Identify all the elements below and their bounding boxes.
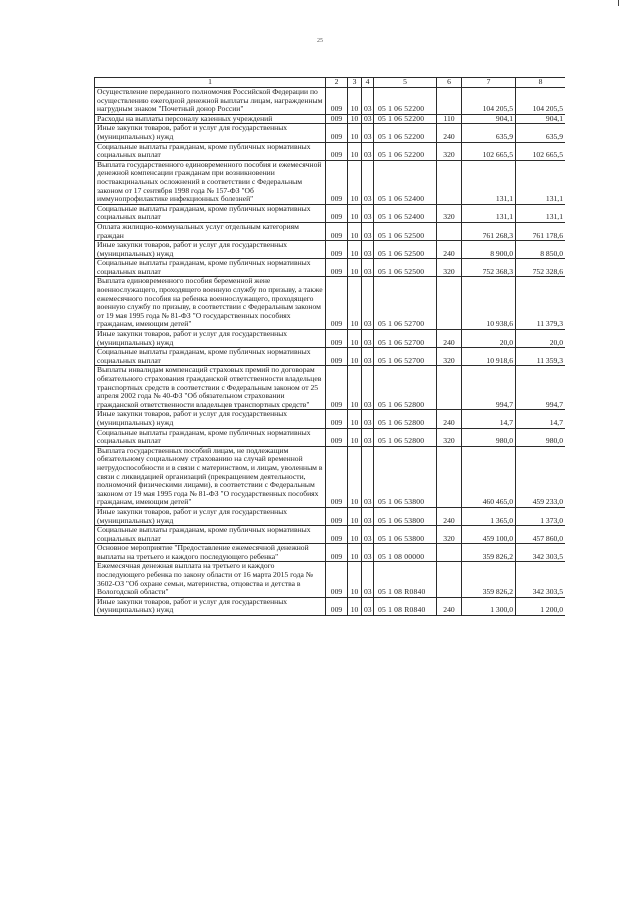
row-expense-type [437, 562, 462, 597]
row-name: Выплата государственных пособий лицам, не подлежащим обязательному социальному страхованию на случай временной нетрудоспособности и в связи с материнством, и лицам, уволенным в связи с ликвидацией организаций (прекращением деятельности, полномочий физическими лицами), в соответствии с Федеральным законом от 19 мая 1995 года № 81-ФЗ "О государственных пособиях гражданам, имеющим детей" [95, 446, 326, 507]
table-row [95, 241, 566, 259]
row-amount-year1: 752 368,3 [462, 259, 516, 277]
row-admin-code: 009 [326, 124, 348, 142]
row-name: Социальные выплаты гражданам, кроме публичных нормативных социальных выплат [95, 428, 326, 446]
row-admin-code: 009 [326, 428, 348, 446]
row-target-code: 05 1 06 52400 [374, 160, 437, 204]
row-admin-code: 009 [326, 507, 348, 525]
table-row [95, 142, 566, 160]
row-amount-year1: 131,1 [462, 204, 516, 222]
row-admin-code: 009 [326, 544, 348, 562]
budget-table [94, 77, 565, 616]
row-amount-year1: 1 365,0 [462, 507, 516, 525]
row-admin-code: 009 [326, 88, 348, 115]
row-amount-year1: 20,0 [462, 330, 516, 348]
table-row [95, 88, 566, 115]
row-expense-type: 240 [437, 597, 462, 615]
row-subsection: 03 [362, 507, 374, 525]
row-amount-year2: 11 359,3 [516, 348, 566, 366]
table-row [95, 597, 566, 615]
row-admin-code: 009 [326, 526, 348, 544]
sheet-frame [94, 77, 565, 821]
row-target-code: 05 1 06 52200 [374, 88, 437, 115]
row-section: 10 [348, 124, 362, 142]
row-expense-type: 110 [437, 114, 462, 124]
row-section: 10 [348, 597, 362, 615]
row-amount-year2: 904,1 [516, 114, 566, 124]
row-target-code: 05 1 06 52800 [374, 366, 437, 410]
row-amount-year1: 131,1 [462, 160, 516, 204]
row-expense-type [437, 446, 462, 507]
row-target-code: 05 1 06 53800 [374, 446, 437, 507]
row-amount-year2: 752 328,6 [516, 259, 566, 277]
row-subsection: 03 [362, 241, 374, 259]
table-row [95, 330, 566, 348]
header-col-3: 3 [348, 78, 362, 88]
row-expense-type: 240 [437, 241, 462, 259]
row-subsection: 03 [362, 160, 374, 204]
row-amount-year2: 14,7 [516, 410, 566, 428]
row-target-code: 05 1 06 52500 [374, 241, 437, 259]
row-section: 10 [348, 330, 362, 348]
row-section: 10 [348, 428, 362, 446]
table-body [95, 88, 566, 616]
header-col-7: 7 [462, 78, 516, 88]
row-subsection: 03 [362, 330, 374, 348]
row-section: 10 [348, 222, 362, 240]
row-name: Социальные выплаты гражданам, кроме публичных нормативных социальных выплат [95, 348, 326, 366]
table-row [95, 562, 566, 597]
table-row [95, 204, 566, 222]
row-name: Основное мероприятие "Предоставление ежемесячной денежной выплаты на третьего и каждого последующего ребенка" [95, 544, 326, 562]
row-section: 10 [348, 259, 362, 277]
row-name: Иные закупки товаров, работ и услуг для государственных (муниципальных) нужд [95, 124, 326, 142]
row-amount-year2: 8 850,0 [516, 241, 566, 259]
table-row [95, 348, 566, 366]
row-expense-type [437, 88, 462, 115]
row-subsection: 03 [362, 544, 374, 562]
table-row [95, 366, 566, 410]
row-name: Расходы на выплаты персоналу казенных учреждений [95, 114, 326, 124]
row-target-code: 05 1 06 52500 [374, 222, 437, 240]
row-subsection: 03 [362, 562, 374, 597]
row-expense-type [437, 160, 462, 204]
row-section: 10 [348, 507, 362, 525]
row-amount-year2: 459 233,0 [516, 446, 566, 507]
row-section: 10 [348, 562, 362, 597]
header-row [95, 78, 566, 88]
row-amount-year1: 459 100,0 [462, 526, 516, 544]
row-amount-year1: 1 300,0 [462, 597, 516, 615]
table-row [95, 222, 566, 240]
row-subsection: 03 [362, 142, 374, 160]
row-amount-year2: 11 379,3 [516, 277, 566, 330]
row-amount-year1: 359 826,2 [462, 544, 516, 562]
row-target-code: 05 1 06 52200 [374, 142, 437, 160]
row-target-code: 05 1 06 52200 [374, 114, 437, 124]
row-section: 10 [348, 142, 362, 160]
row-target-code: 05 1 06 53800 [374, 526, 437, 544]
row-expense-type: 240 [437, 507, 462, 525]
row-amount-year1: 359 826,2 [462, 562, 516, 597]
table-row [95, 160, 566, 204]
row-admin-code: 009 [326, 277, 348, 330]
header-col-4: 4 [362, 78, 374, 88]
row-expense-type: 320 [437, 428, 462, 446]
row-admin-code: 009 [326, 222, 348, 240]
row-name: Выплата единовременного пособия беременной жене военнослужащего, проходящего военную службу по призыву, а также ежемесячного пособия на ребенка военнослужащего, проходящего военную службу по призыву, в соответствии с Федеральным законом от 19 мая 1995 года № 81-ФЗ "О государственных пособиях гражданам, имеющим детей" [95, 277, 326, 330]
row-target-code: 05 1 08 R0840 [374, 562, 437, 597]
row-name: Социальные выплаты гражданам, кроме публичных нормативных социальных выплат [95, 526, 326, 544]
row-subsection: 03 [362, 222, 374, 240]
row-amount-year2: 131,1 [516, 204, 566, 222]
row-admin-code: 009 [326, 204, 348, 222]
row-expense-type [437, 222, 462, 240]
row-subsection: 03 [362, 446, 374, 507]
row-target-code: 05 1 06 52700 [374, 348, 437, 366]
table-row [95, 410, 566, 428]
header-col-8: 8 [516, 78, 566, 88]
row-subsection: 03 [362, 366, 374, 410]
row-amount-year1: 994,7 [462, 366, 516, 410]
header-col-6: 6 [437, 78, 462, 88]
header-col-2: 2 [326, 78, 348, 88]
row-name: Оплата жилищно-коммунальных услуг отдельным категориям граждан [95, 222, 326, 240]
row-amount-year2: 342 303,5 [516, 544, 566, 562]
row-admin-code: 009 [326, 348, 348, 366]
row-expense-type: 240 [437, 330, 462, 348]
row-subsection: 03 [362, 114, 374, 124]
row-amount-year1: 635,9 [462, 124, 516, 142]
table-row [95, 259, 566, 277]
row-target-code: 05 1 06 52800 [374, 410, 437, 428]
row-section: 10 [348, 88, 362, 115]
row-admin-code: 009 [326, 410, 348, 428]
row-amount-year1: 10 918,6 [462, 348, 516, 366]
table-row [95, 428, 566, 446]
row-expense-type: 320 [437, 204, 462, 222]
row-name: Выплаты инвалидам компенсаций страховых премий по договорам обязательного страхования гражданской ответственности владельцев транспортных средств в соответствии с Федеральным законом от 25 апреля 2002 года № 40-ФЗ "Об обязательном страховании гражданской ответственности владельцев транспортных средств" [95, 366, 326, 410]
row-admin-code: 009 [326, 330, 348, 348]
row-section: 10 [348, 114, 362, 124]
row-target-code: 05 1 06 53800 [374, 507, 437, 525]
row-admin-code: 009 [326, 562, 348, 597]
row-section: 10 [348, 366, 362, 410]
row-target-code: 05 1 06 52800 [374, 428, 437, 446]
header-col-5: 5 [374, 78, 437, 88]
row-section: 10 [348, 241, 362, 259]
row-section: 10 [348, 204, 362, 222]
row-subsection: 03 [362, 410, 374, 428]
row-section: 10 [348, 348, 362, 366]
row-name: Социальные выплаты гражданам, кроме публичных нормативных социальных выплат [95, 204, 326, 222]
row-amount-year1: 460 465,0 [462, 446, 516, 507]
row-subsection: 03 [362, 428, 374, 446]
row-amount-year2: 1 200,0 [516, 597, 566, 615]
row-name: Социальные выплаты гражданам, кроме публичных нормативных социальных выплат [95, 142, 326, 160]
row-subsection: 03 [362, 88, 374, 115]
row-amount-year1: 980,0 [462, 428, 516, 446]
row-amount-year2: 131,1 [516, 160, 566, 204]
row-target-code: 05 1 06 52400 [374, 204, 437, 222]
row-section: 10 [348, 446, 362, 507]
row-admin-code: 009 [326, 114, 348, 124]
row-name: Ежемесячная денежная выплата на третьего и каждого последующего ребенка по закону области от 16 марта 2015 года № 3602-ОЗ "Об охране семьи, материнства, отцовства и детства в Вологодской области" [95, 562, 326, 597]
row-name: Иные закупки товаров, работ и услуг для государственных (муниципальных) нужд [95, 410, 326, 428]
row-admin-code: 009 [326, 142, 348, 160]
row-target-code: 05 1 06 52700 [374, 330, 437, 348]
row-amount-year2: 994,7 [516, 366, 566, 410]
row-expense-type: 240 [437, 410, 462, 428]
row-target-code: 05 1 08 R0840 [374, 597, 437, 615]
row-section: 10 [348, 277, 362, 330]
row-amount-year1: 104 205,5 [462, 88, 516, 115]
row-expense-type: 320 [437, 348, 462, 366]
row-expense-type [437, 366, 462, 410]
row-subsection: 03 [362, 348, 374, 366]
table-row [95, 507, 566, 525]
row-amount-year1: 14,7 [462, 410, 516, 428]
row-amount-year2: 457 860,0 [516, 526, 566, 544]
row-target-code: 05 1 06 52500 [374, 259, 437, 277]
row-amount-year2: 761 178,6 [516, 222, 566, 240]
row-admin-code: 009 [326, 446, 348, 507]
row-expense-type: 320 [437, 142, 462, 160]
row-expense-type [437, 544, 462, 562]
row-admin-code: 009 [326, 160, 348, 204]
row-subsection: 03 [362, 526, 374, 544]
row-amount-year2: 20,0 [516, 330, 566, 348]
table-row [95, 446, 566, 507]
row-section: 10 [348, 410, 362, 428]
row-subsection: 03 [362, 204, 374, 222]
row-name: Иные закупки товаров, работ и услуг для государственных (муниципальных) нужд [95, 241, 326, 259]
row-name: Социальные выплаты гражданам, кроме публичных нормативных социальных выплат [95, 259, 326, 277]
row-admin-code: 009 [326, 597, 348, 615]
table-row [95, 124, 566, 142]
row-admin-code: 009 [326, 259, 348, 277]
row-amount-year1: 904,1 [462, 114, 516, 124]
row-amount-year1: 10 938,6 [462, 277, 516, 330]
row-target-code: 05 1 06 52200 [374, 124, 437, 142]
row-expense-type: 320 [437, 526, 462, 544]
header-col-1: 1 [95, 78, 326, 88]
row-amount-year2: 104 205,5 [516, 88, 566, 115]
page-number: 25 [317, 38, 323, 44]
row-amount-year1: 8 900,0 [462, 241, 516, 259]
row-amount-year1: 761 268,3 [462, 222, 516, 240]
row-name: Иные закупки товаров, работ и услуг для государственных (муниципальных) нужд [95, 330, 326, 348]
row-amount-year2: 980,0 [516, 428, 566, 446]
row-amount-year2: 1 373,0 [516, 507, 566, 525]
table-row [95, 114, 566, 124]
row-subsection: 03 [362, 597, 374, 615]
row-amount-year1: 102 665,5 [462, 142, 516, 160]
row-name: Выплата государственного единовременного пособия и ежемесячной денежной компенсации гражданам при возникновении поствакцинальных осложнений в соответствии с Федеральным законом от 17 сентября 1998 года № 157-ФЗ "Об иммунопрофилактике инфекционных болезней" [95, 160, 326, 204]
row-admin-code: 009 [326, 241, 348, 259]
row-target-code: 05 1 08 00000 [374, 544, 437, 562]
row-name: Иные закупки товаров, работ и услуг для государственных (муниципальных) нужд [95, 507, 326, 525]
row-section: 10 [348, 544, 362, 562]
table-row [95, 277, 566, 330]
row-admin-code: 009 [326, 366, 348, 410]
row-subsection: 03 [362, 259, 374, 277]
row-section: 10 [348, 160, 362, 204]
row-amount-year2: 102 665,5 [516, 142, 566, 160]
row-expense-type: 240 [437, 124, 462, 142]
row-amount-year2: 342 303,5 [516, 562, 566, 597]
table-row [95, 526, 566, 544]
row-subsection: 03 [362, 277, 374, 330]
row-name: Иные закупки товаров, работ и услуг для государственных (муниципальных) нужд [95, 597, 326, 615]
row-name: Осуществление переданного полномочия Российской Федерации по осуществлению ежегодной денежной выплаты лицам, награжденным нагрудным знаком "Почетный донор России" [95, 88, 326, 115]
row-subsection: 03 [362, 124, 374, 142]
row-expense-type: 320 [437, 259, 462, 277]
table-row [95, 544, 566, 562]
corner-mark [618, 0, 619, 6]
row-amount-year2: 635,9 [516, 124, 566, 142]
row-target-code: 05 1 06 52700 [374, 277, 437, 330]
row-expense-type [437, 277, 462, 330]
row-section: 10 [348, 526, 362, 544]
